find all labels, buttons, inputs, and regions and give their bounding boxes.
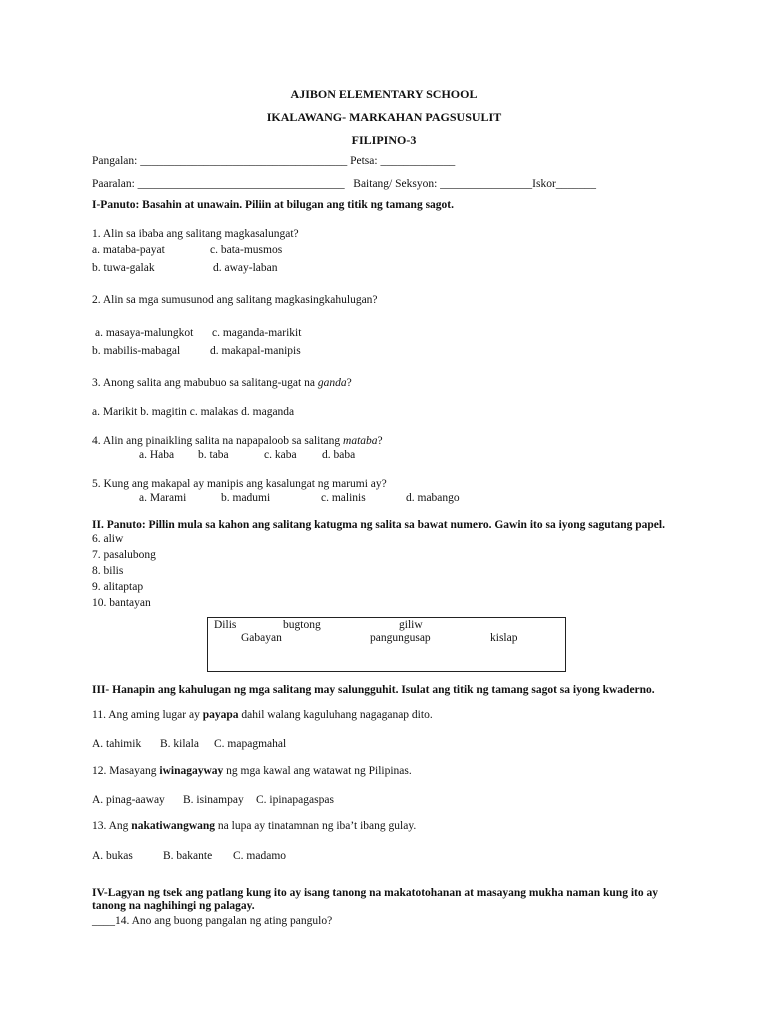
q5-stem: 5. Kung ang makapal ay manipis ang kasalungat ng marumi ay? [92, 478, 387, 490]
q13-choice-b: B. bakante [163, 850, 213, 862]
q12-stem-text: 12. Masayang [92, 765, 160, 777]
q12-choice-b: B. isinampay [183, 794, 244, 806]
part1-instruction: I-Panuto: Basahin at unawain. Piliin at bilugan ang titik ng tamang sagot. [92, 199, 455, 211]
q13-stem [92, 819, 416, 833]
part3-instruction: III- Hanapin ang kahulugan ng mga salitang may salungguhit. Isulat ang titik ng tamang sagot sa iyong kwaderno. [92, 684, 655, 696]
box-word: kislap [490, 632, 518, 644]
q4-root-word: mataba [343, 435, 378, 447]
q13-stem-text: 13. Ang [92, 820, 132, 832]
q5-choice-c: c. malinis [321, 492, 366, 504]
q1-choice-d: d. away-laban [213, 262, 278, 274]
box-word: Gabayan [241, 632, 282, 644]
q1-choice-b: b. tuwa-galak [92, 262, 155, 274]
part2-item: 10. bantayan [92, 597, 151, 609]
q11-stem [92, 708, 433, 722]
q13-choice-a: A. bukas [92, 850, 133, 862]
q12-key-word: iwinagayway [159, 765, 224, 777]
q4-stem [92, 434, 383, 448]
q11-choice-a: A. tahimik [92, 738, 142, 750]
q3-choices: a. Marikit b. magitin c. malakas d. maganda [92, 406, 295, 418]
q1-stem: 1. Alin sa ibaba ang salitang magkasalungat? [92, 228, 299, 240]
school-title: AJIBON ELEMENTARY SCHOOL [290, 87, 478, 101]
q13-key-word: nakatiwangwang [131, 820, 216, 832]
part4-instruction: IV-Lagyan ng tsek ang patlang kung ito ay isang tanong na makatotohanan at masayang mukha naman kung ito ay [92, 887, 658, 899]
q4-choice-b: b. taba [198, 449, 229, 461]
q2-choice-c: c. maganda-marikit [212, 327, 302, 339]
q2-choice-a: a. masaya-malungkot [95, 327, 194, 339]
q4-choice-d: d. baba [322, 449, 356, 461]
part2-item: 8. bilis [92, 565, 124, 577]
part4-instruction-cont: tanong na naghihingi ng palagay. [92, 900, 255, 912]
box-word: bugtong [283, 619, 321, 631]
q13-stem-end: na lupa ay tinatamnan ng iba’t ibang gulay. [215, 820, 417, 832]
part2-instruction: II. Panuto: Pillin mula sa kahon ang salitang katugma ng salita sa bawat numero. Gawin ito sa iyong sagutang papel. [92, 519, 665, 531]
q13-choice-c: C. madamo [233, 850, 287, 862]
q5-choice-a: a. Marami [139, 492, 187, 504]
q3-stem-text: 3. Anong salita ang mabubuo sa salitang-ugat na [92, 377, 318, 389]
q11-stem-end: dahil walang kaguluhang nagaganap dito. [238, 709, 433, 721]
q2-choice-d: d. makapal-manipis [210, 345, 301, 357]
q11-stem-text: 11. Ang aming lugar ay [92, 709, 203, 721]
q11-key-word: payapa [202, 709, 239, 721]
q11-choice-b: B. kilala [160, 738, 199, 750]
exam-title: IKALAWANG- MARKAHAN PAGSUSULIT [266, 110, 502, 124]
q1-choice-c: c. bata-musmos [210, 244, 283, 256]
name-date-line: Pangalan: ____________________________________ Petsa: _____________ [92, 155, 456, 167]
q5-choice-b: b. madumi [221, 492, 271, 504]
q2-stem: 2. Alin sa mga sumusunod ang salitang magkasingkahulugan? [92, 294, 378, 306]
q3-root-word: ganda [317, 377, 347, 389]
q12-stem [92, 764, 412, 778]
part2-item: 6. aliw [92, 533, 124, 545]
box-word: Dilis [214, 619, 237, 631]
q2-choice-b: b. mabilis-mabagal [92, 345, 181, 357]
part2-item: 9. alitaptap [92, 581, 144, 593]
q4-choice-c: c. kaba [264, 449, 297, 461]
q4-stem-text: 4. Alin ang pinaikling salita na napapaloob sa salitang [92, 435, 344, 447]
q4-choice-a: a. Haba [139, 449, 175, 461]
box-word: pangungusap [370, 632, 431, 644]
q5-choice-d: d. mabango [406, 492, 460, 504]
subject-title: FILIPINO-3 [351, 133, 417, 147]
q1-choice-a: a. mataba-payat [92, 244, 165, 256]
q11-choice-c: C. mapagmahal [214, 738, 287, 750]
q12-stem-end: ng mga kawal ang watawat ng Pilipinas. [223, 765, 412, 777]
q12-choice-a: A. pinag-aaway [92, 794, 165, 806]
q4-stem-end: ? [377, 435, 383, 447]
q3-stem [92, 376, 352, 390]
q14-item: ____14. Ano ang buong pangalan ng ating pangulo? [92, 915, 333, 927]
q3-stem-end: ? [346, 377, 352, 389]
box-word: giliw [399, 619, 423, 631]
part2-item: 7. pasalubong [92, 549, 156, 561]
q12-choice-c: C. ipinapagaspas [256, 794, 334, 806]
school-section-line: Paaralan: ____________________________________ Baitang/ Seksyon: ________________Iskor_______ [92, 178, 597, 190]
